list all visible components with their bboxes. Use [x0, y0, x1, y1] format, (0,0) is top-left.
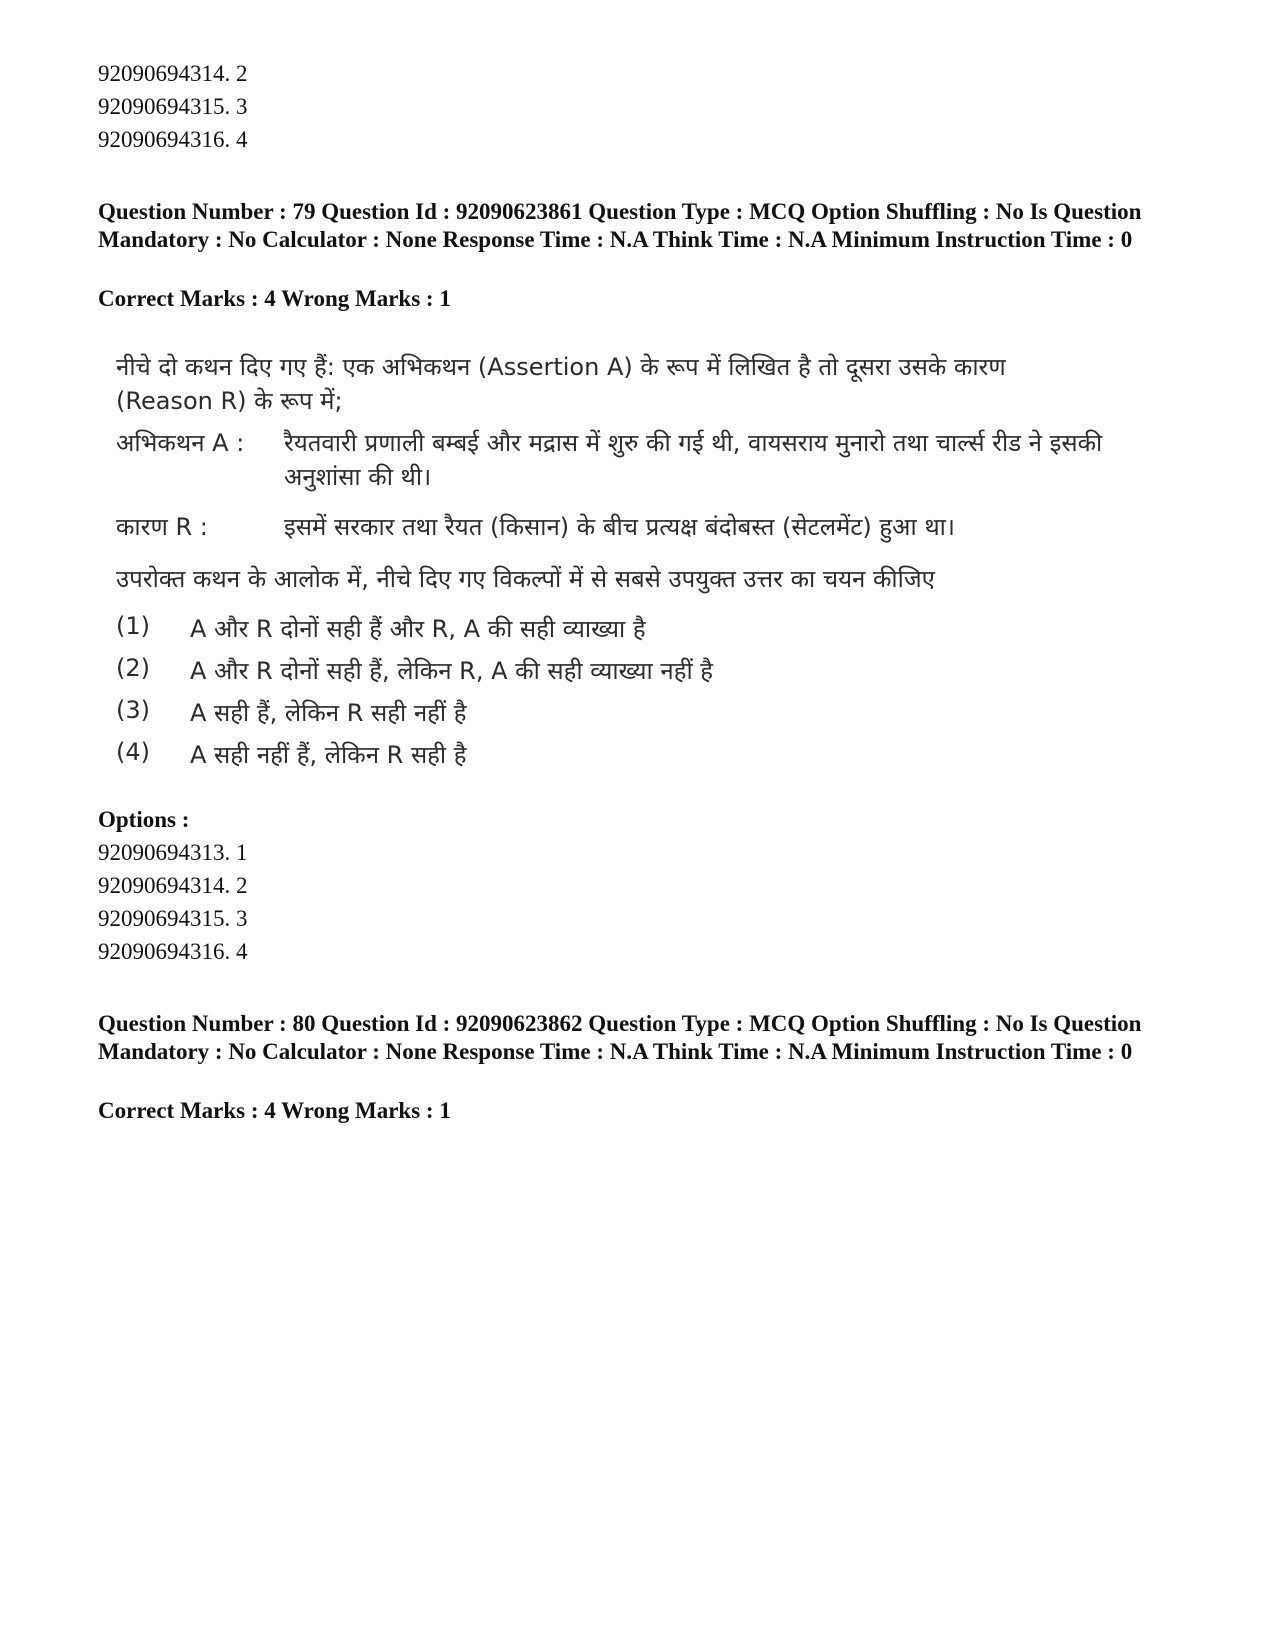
choice-number: (4) [116, 738, 150, 766]
choice-text: A और R दोनों सही हैं और R, A की सही व्याख्या है [190, 615, 646, 643]
prev-option-2: 92090694314. 2 [98, 61, 248, 86]
option-4: 92090694316. 4 [98, 939, 248, 964]
choice-text: A सही हैं, लेकिन R सही नहीं है [190, 699, 467, 727]
choice-2 [116, 654, 1116, 688]
question-instruction: उपरोक्त कथन के आलोक में, नीचे दिए गए विकल्पों में से सबसे उपयुक्त उत्तर का चयन कीजिए [116, 565, 935, 593]
choice-3 [116, 696, 1116, 730]
choice-1 [116, 612, 1116, 646]
choice-number: (2) [116, 654, 150, 682]
prev-option-4: 92090694316. 4 [98, 127, 248, 152]
reason-row [116, 510, 1116, 546]
choice-text: A और R दोनों सही हैं, लेकिन R, A की सही व्याख्या नहीं है [190, 657, 714, 685]
option-3: 92090694315. 3 [98, 906, 248, 931]
reason-label: कारण R : [116, 513, 208, 541]
question-intro: नीचे दो कथन दिए गए हैं: एक अभिकथन (Assertion A) के रूप में लिखित है तो दूसरा उसके कारण (Reason R) के रूप में; [116, 353, 1006, 415]
options-heading: Options : [98, 807, 190, 832]
choice-text: A सही नहीं हैं, लेकिन R सही है [190, 741, 467, 769]
choice-number: (3) [116, 696, 150, 724]
question-79-marks: Correct Marks : 4 Wrong Marks : 1 [98, 286, 451, 311]
option-2: 92090694314. 2 [98, 873, 248, 898]
choice-4 [116, 738, 1116, 772]
choice-number: (1) [116, 612, 150, 640]
assertion-label: अभिकथन A : [116, 429, 245, 457]
assertion-text: रैयतवारी प्रणाली बम्बई और मद्रास में शुरु की गई थी, वायसराय मुनारो तथा चार्ल्स रीड ने इसकी अनुशांसा की थी। [284, 429, 1103, 491]
assertion-row [116, 426, 1116, 496]
reason-text: इसमें सरकार तथा रैयत (किसान) के बीच प्रत्यक्ष बंदोबस्त (सेटलमेंट) हुआ था। [284, 513, 955, 541]
question-80-marks: Correct Marks : 4 Wrong Marks : 1 [98, 1098, 451, 1123]
prev-option-3: 92090694315. 3 [98, 94, 248, 119]
option-1: 92090694313. 1 [98, 840, 248, 865]
question-79-meta: Question Number : 79 Question Id : 92090623861 Question Type : MCQ Option Shuffling : No Is Question Mandatory : No Calculator : None Response Time : N.A Think Time : N.A Minimum Instruction Time : 0 [98, 199, 1142, 252]
question-80-meta: Question Number : 80 Question Id : 92090623862 Question Type : MCQ Option Shuffling : No Is Question Mandatory : No Calculator : None Response Time : N.A Think Time : N.A Minimum Instruction Time : 0 [98, 1011, 1142, 1064]
